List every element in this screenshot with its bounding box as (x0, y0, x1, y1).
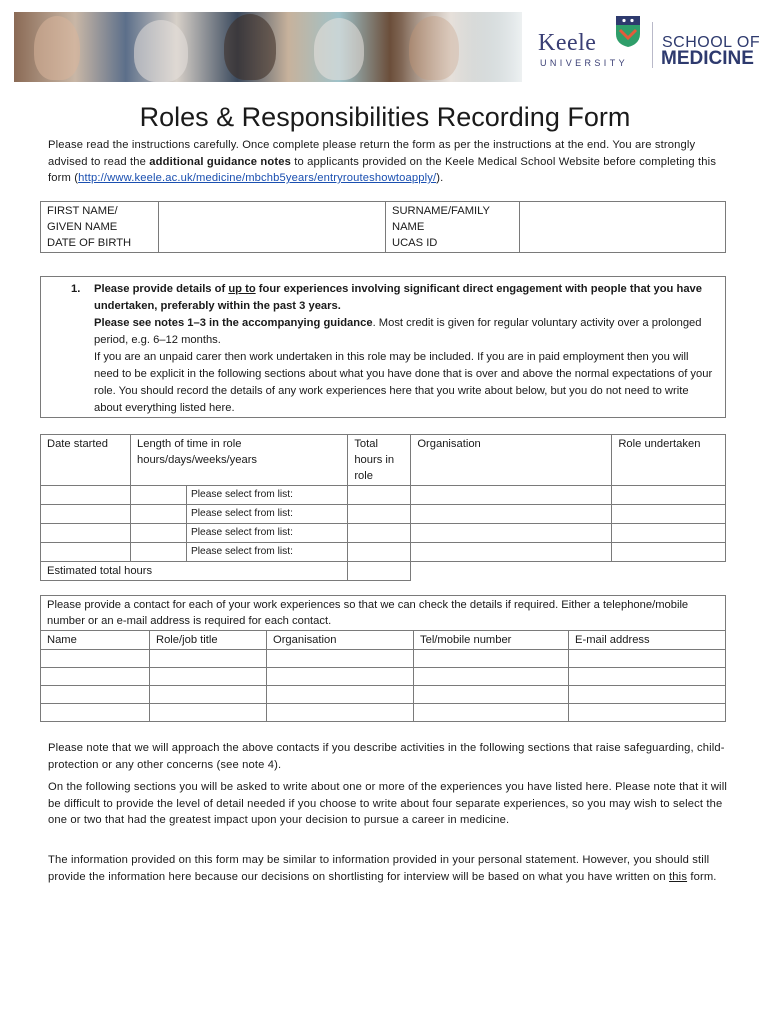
guidance-link[interactable]: http://www.keele.ac.uk/medicine/mbchb5years/entryrouteshowtoapply/ (78, 172, 437, 184)
contact-role-field[interactable] (150, 704, 267, 722)
contact-organisation-field[interactable] (267, 650, 414, 668)
role-field[interactable] (612, 543, 726, 562)
table-row (41, 486, 726, 505)
role-field[interactable] (612, 486, 726, 505)
date-field[interactable] (41, 543, 131, 562)
keele-logo-text: Keele (538, 30, 597, 56)
length-field[interactable] (131, 505, 187, 524)
first-name-label-cell: FIRST NAME/ GIVEN NAME DATE OF BIRTH (41, 202, 159, 253)
estimated-total-hours-field[interactable] (348, 562, 411, 581)
table-row (41, 704, 726, 722)
estimated-total-hours-label: Estimated total hours (41, 562, 348, 581)
total-hours-field[interactable] (348, 524, 411, 543)
role-field[interactable] (612, 505, 726, 524)
date-field[interactable] (41, 524, 131, 543)
total-hours-field[interactable] (348, 505, 411, 524)
contact-name-field[interactable] (41, 686, 150, 704)
experience-table (40, 434, 726, 581)
length-unit-select[interactable]: Please select from list: (187, 543, 348, 562)
contact-tel-field[interactable] (414, 686, 569, 704)
personal-details-table (40, 201, 726, 253)
role-field[interactable] (612, 524, 726, 543)
experience-selection-note: On the following sections you will be asked to write about one or more of the experiences you have listed here. Please note that it will be difficult to provide the level of detail needed if you choose to write about four separate experiences, so you may wish to select the one or two that had the greatest impact upon your decision to pursue a career in medicine. (48, 781, 727, 826)
length-field[interactable] (131, 486, 187, 505)
organisation-field[interactable] (411, 486, 612, 505)
header-contact-email: E-mail address (569, 631, 726, 650)
length-field[interactable] (131, 524, 187, 543)
header-organisation: Organisation (411, 435, 612, 486)
contact-organisation-field[interactable] (267, 686, 414, 704)
contact-instruction: Please provide a contact for each of your work experiences so that we can check the details if required. Either a telephone/mobile number or an e-mail address is required for each contact. (41, 596, 726, 631)
contact-email-field[interactable] (569, 686, 726, 704)
date-field[interactable] (41, 505, 131, 524)
university-logo-text: UNIVERSITY (540, 58, 629, 68)
table-row (41, 524, 726, 543)
contact-tel-field[interactable] (414, 650, 569, 668)
header-contact-role: Role/job title (150, 631, 267, 650)
logo-divider (652, 22, 653, 68)
organisation-field[interactable] (411, 505, 612, 524)
header-photo-banner (14, 12, 522, 82)
page-header (0, 0, 770, 92)
contact-email-field[interactable] (569, 704, 726, 722)
medicine-text: MEDICINE (661, 48, 754, 69)
contact-tel-field[interactable] (414, 704, 569, 722)
contact-tel-field[interactable] (414, 668, 569, 686)
first-name-dob-field[interactable] (159, 202, 386, 253)
table-row (41, 668, 726, 686)
contact-organisation-field[interactable] (267, 704, 414, 722)
header-contact-name: Name (41, 631, 150, 650)
contact-role-field[interactable] (150, 650, 267, 668)
contact-name-field[interactable] (41, 704, 150, 722)
contact-email-field[interactable] (569, 650, 726, 668)
intro-paragraph: Please read the instructions carefully. Once complete please return the form as per the instructions at the end. You are strongly advised to read the additional guidance notes to applicants provided on the Keele Medical School Website before completing this form (http://www.keele.ac.uk/medicine/mbchb5years/entryrouteshowtoapply/). (48, 139, 717, 184)
personal-statement-note: The information provided on this form may be similar to information provided in your personal statement. However, you should still provide the information here because our decisions on shortlisting for interview will be based on what you have written on this form. (48, 854, 717, 883)
header-contact-tel: Tel/mobile number (414, 631, 569, 650)
header-contact-organisation: Organisation (267, 631, 414, 650)
contact-role-field[interactable] (150, 686, 267, 704)
length-unit-select[interactable]: Please select from list: (187, 505, 348, 524)
keele-crest-icon (614, 14, 642, 48)
organisation-field[interactable] (411, 543, 612, 562)
length-unit-select[interactable]: Please select from list: (187, 486, 348, 505)
table-row (41, 650, 726, 668)
table-row (41, 505, 726, 524)
safeguarding-note: Please note that we will approach the above contacts if you describe activities in the following sections that raise safeguarding, child-protection or any other concerns (see note 4). (48, 742, 725, 771)
contact-name-field[interactable] (41, 650, 150, 668)
section-1-instructions: 1. Please provide details of up to four experiences involving significant direct engagement with people that you have undertaken, preferably within the past 3 years. Please see notes 1–3 in the accompanying guidance. Most credit is given for regular voluntary activity over a prolonged period, e.g. 6–12 months. If you are an unpaid carer then work undertaken in this role may be included. If you are in paid employment then you will need to be explicit in the following sections about what you have done that is over and above the normal expectations of your role. You should record the details of any work experiences here that you write about below, but you do not need to write about everything listed here. (40, 276, 726, 418)
table-row (41, 543, 726, 562)
contact-name-field[interactable] (41, 668, 150, 686)
table-row (41, 686, 726, 704)
contact-role-field[interactable] (150, 668, 267, 686)
length-unit-select[interactable]: Please select from list: (187, 524, 348, 543)
surname-label-cell: SURNAME/FAMILY NAME UCAS ID (386, 202, 520, 253)
section-number: 1. (71, 283, 81, 295)
date-field[interactable] (41, 486, 131, 505)
total-hours-field[interactable] (348, 486, 411, 505)
organisation-field[interactable] (411, 524, 612, 543)
header-length-of-time: Length of time in role hours/days/weeks/years (131, 435, 348, 486)
page-title: Roles & Responsibilities Recording Form (139, 102, 631, 132)
header-total-hours: Total hours in role (348, 435, 411, 486)
contact-organisation-field[interactable] (267, 668, 414, 686)
contact-email-field[interactable] (569, 668, 726, 686)
contact-table (40, 595, 726, 722)
header-role-undertaken: Role undertaken (612, 435, 726, 486)
school-of-text: SCHOOL OF (662, 34, 761, 51)
header-date-started: Date started (41, 435, 131, 486)
surname-ucas-field[interactable] (520, 202, 726, 253)
total-hours-field[interactable] (348, 543, 411, 562)
length-field[interactable] (131, 543, 187, 562)
